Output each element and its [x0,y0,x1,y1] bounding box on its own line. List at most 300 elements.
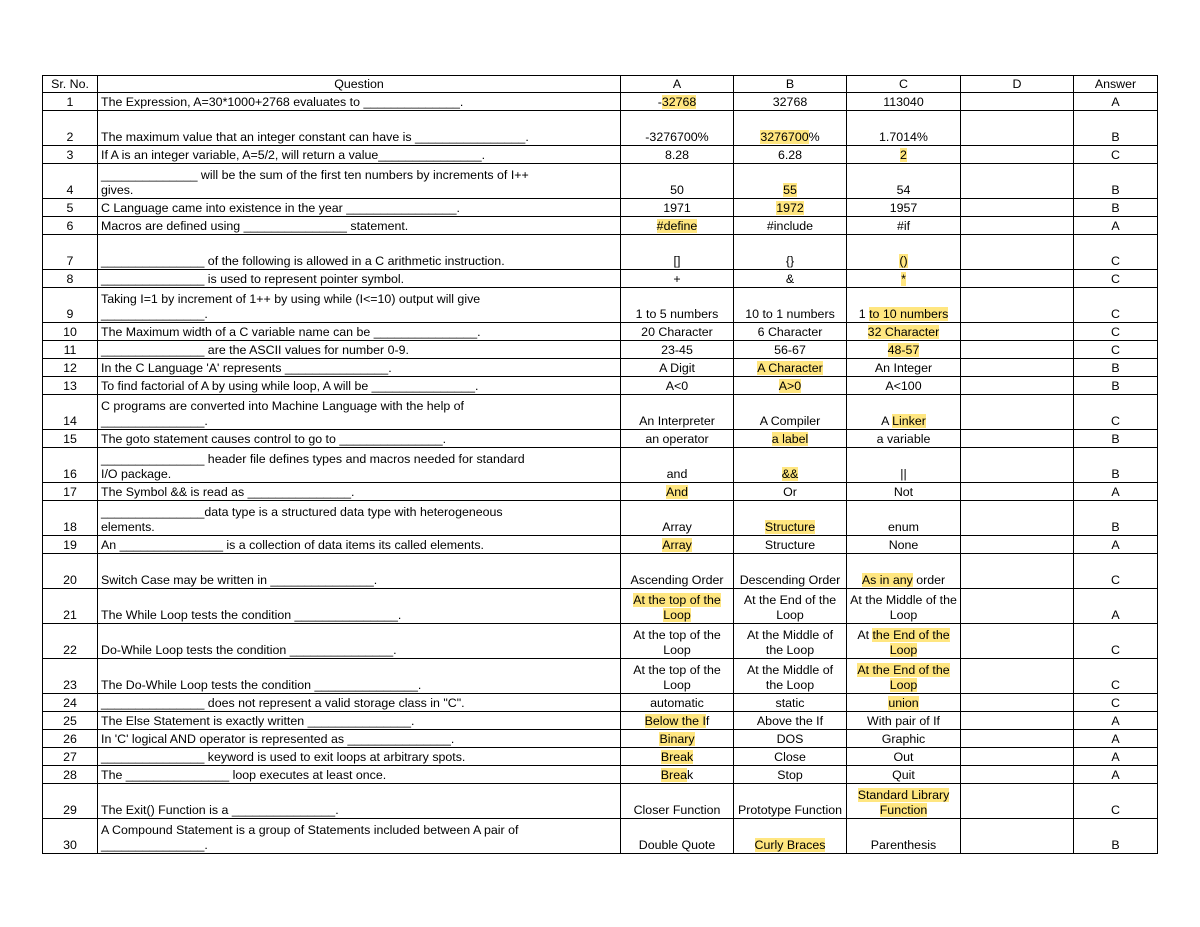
answer-cell: C [1074,624,1158,659]
sr-no-cell: 8 [43,270,98,288]
answer-cell: B [1074,199,1158,217]
option-text: Closer Function [633,803,721,817]
answer-cell: B [1074,448,1158,483]
option-text: 54 [896,183,911,197]
table-row [43,395,1158,430]
answer-cell: A [1074,712,1158,730]
option-text: [] [673,254,681,268]
option-c-cell [847,501,961,536]
option-d-cell [961,164,1074,199]
option-a-cell [621,589,734,624]
option-text: A Character [757,361,823,375]
sr-no-cell: 2 [43,111,98,146]
option-a-cell [621,784,734,819]
option-a-cell [621,288,734,323]
option-a-cell [621,359,734,377]
option-text: At the End of the Loop [743,593,837,622]
option-text: Descending Order [739,573,841,587]
option-text: 3276700 [760,130,809,144]
table-row [43,377,1158,395]
option-text: A<0 [665,379,689,393]
question-cell: A Compound Statement is a group of Statements included between A pair of _______________. [98,819,621,854]
option-text: 20 Character [641,325,713,339]
question-cell: C Language came into existence in the year ________________. [98,199,621,217]
option-text: 1 to 5 numbers [635,307,719,321]
option-text: 6.28 [777,148,803,162]
answer-cell: A [1074,483,1158,501]
question-cell: _______________ are the ASCII values for number 0-9. [98,341,621,359]
option-a-cell [621,659,734,694]
option-a-cell [621,536,734,554]
option-text: * [901,272,906,286]
option-c-cell [847,694,961,712]
answer-cell: B [1074,819,1158,854]
option-text-pre: At [857,628,873,642]
question-cell: The Maximum width of a C variable name can be _______________. [98,323,621,341]
option-text: 32768 [661,95,697,109]
option-b-cell [734,217,847,235]
option-a-cell [621,554,734,589]
sr-no-cell: 7 [43,235,98,270]
option-c-cell [847,164,961,199]
sr-no-cell: 28 [43,766,98,784]
sr-no-cell: 17 [43,483,98,501]
option-text: and [666,467,688,481]
sr-no-cell: 21 [43,589,98,624]
option-text: Array [662,538,692,552]
question-cell: C programs are converted into Machine Language with the help of _______________. [98,395,621,430]
option-c-cell [847,766,961,784]
answer-cell: B [1074,501,1158,536]
answer-cell: B [1074,430,1158,448]
option-c-cell [847,448,961,483]
table-row [43,270,1158,288]
question-cell: _______________data type is a structured data type with heterogeneous elements. [98,501,621,536]
option-text: automatic [650,696,704,710]
option-text: Linker [892,414,926,428]
option-d-cell [961,217,1074,235]
table-header [43,76,1158,93]
table-row [43,199,1158,217]
question-cell: If A is an integer variable, A=5/2, will return a value_______________. [98,146,621,164]
table-row [43,430,1158,448]
option-a-cell [621,235,734,270]
option-text: + [673,272,681,286]
answer-cell: A [1074,93,1158,111]
answer-cell: C [1074,554,1158,589]
answer-cell: C [1074,395,1158,430]
option-text: 55 [783,183,797,197]
option-d-cell [961,288,1074,323]
sr-no-cell: 27 [43,748,98,766]
sr-no-cell: 20 [43,554,98,589]
table-body [43,93,1158,854]
option-c-cell [847,659,961,694]
option-text-pre: 1 [858,307,870,321]
option-a-cell [621,624,734,659]
option-text: static [775,696,805,710]
question-cell: The Symbol && is read as _______________. [98,483,621,501]
option-text: With pair of If [867,714,940,728]
question-cell: In the C Language 'A' represents _______________. [98,359,621,377]
sr-no-cell: 22 [43,624,98,659]
option-text: #if [896,219,911,233]
option-b-cell [734,323,847,341]
answer-cell: B [1074,359,1158,377]
answer-cell: A [1074,536,1158,554]
option-text: 1957 [889,201,918,215]
option-b-cell [734,784,847,819]
table-row [43,93,1158,111]
sr-no-cell: 13 [43,377,98,395]
option-text: 32768 [772,95,808,109]
table-row [43,554,1158,589]
table-row [43,659,1158,694]
option-text: At the top of the Loop [633,663,721,692]
option-text-pre: A [881,414,893,428]
option-c-cell [847,93,961,111]
option-d-cell [961,377,1074,395]
sr-no-cell: 18 [43,501,98,536]
option-text: Prototype Function [737,803,842,817]
table-row [43,766,1158,784]
option-text-post: k [686,768,694,782]
question-cell: _______________ of the following is allowed in a C arithmetic instruction. [98,235,621,270]
option-text: At the top of the Loop [633,628,721,657]
option-b-cell [734,359,847,377]
option-c-cell [847,217,961,235]
question-cell: _______________ header file defines types and macros needed for standard I/O package. [98,448,621,483]
option-text: 32 Character [867,325,940,339]
option-text: union [888,696,919,710]
option-text: enum [888,520,919,534]
option-text: Stop [777,768,803,782]
option-text: None [888,538,919,552]
option-b-cell [734,199,847,217]
table-row [43,235,1158,270]
option-text: 1972 [776,201,804,215]
option-text: A Compiler [759,414,821,428]
option-text-post: order [912,573,946,587]
sr-no-cell: 26 [43,730,98,748]
option-c-cell [847,624,961,659]
option-text: Brea [660,768,687,782]
table-row [43,784,1158,819]
option-a-cell [621,164,734,199]
option-b-cell [734,624,847,659]
sr-no-cell: 14 [43,395,98,430]
option-a-cell [621,766,734,784]
option-b-cell [734,589,847,624]
answer-cell: C [1074,323,1158,341]
option-text: And [665,485,689,499]
option-text: Not [893,485,914,499]
question-cell: To find factorial of A by using while loop, A will be _______________. [98,377,621,395]
option-text: 48-57 [887,343,920,357]
option-d-cell [961,146,1074,164]
answer-cell: C [1074,146,1158,164]
option-b-cell [734,341,847,359]
answer-cell: A [1074,730,1158,748]
option-text: -3276700% [645,130,709,144]
option-text: 8.28 [664,148,690,162]
option-d-cell [961,430,1074,448]
option-text-post: % [808,130,820,144]
option-d-cell [961,93,1074,111]
table-row [43,217,1158,235]
option-text: Graphic [881,732,926,746]
table-row [43,624,1158,659]
sr-no-cell: 11 [43,341,98,359]
option-b-cell [734,819,847,854]
option-b-cell [734,93,847,111]
option-text: 2 [900,148,907,162]
option-d-cell [961,483,1074,501]
option-c-cell [847,589,961,624]
option-d-cell [961,730,1074,748]
option-text: At the End of the Loop [857,663,950,692]
sr-no-cell: 16 [43,448,98,483]
option-text: Double Quote [638,838,716,852]
option-text: A<100 [885,379,922,393]
option-a-cell [621,217,734,235]
option-text: Quit [892,768,915,782]
option-text: Ascending Order [630,573,724,587]
answer-cell: C [1074,288,1158,323]
option-b-cell [734,146,847,164]
question-cell: _______________ keyword is used to exit loops at arbitrary spots. [98,748,621,766]
option-d-cell [961,359,1074,377]
question-cell: The Expression, A=30*1000+2768 evaluates to ______________. [98,93,621,111]
option-d-cell [961,554,1074,589]
option-a-cell [621,146,734,164]
option-d-cell [961,323,1074,341]
option-a-cell [621,377,734,395]
option-text: 50 [670,183,684,197]
option-b-cell [734,659,847,694]
mcq-answer-table [42,75,1158,854]
option-c-cell [847,395,961,430]
option-text: Parenthesis [870,838,937,852]
table-row [43,146,1158,164]
option-text: Out [893,750,914,764]
option-b-cell [734,536,847,554]
option-text: At the top of the Loop [633,593,721,622]
option-a-cell [621,323,734,341]
option-d-cell [961,784,1074,819]
option-d-cell [961,819,1074,854]
answer-cell: A [1074,766,1158,784]
sr-no-cell: 24 [43,694,98,712]
sr-no-cell: 19 [43,536,98,554]
header-sr-no: Sr. No. [43,76,98,93]
sr-no-cell: 30 [43,819,98,854]
table-row [43,748,1158,766]
option-b-cell [734,554,847,589]
table-row [43,712,1158,730]
header-option-b: B [734,76,847,93]
sr-no-cell: 1 [43,93,98,111]
option-c-cell [847,748,961,766]
option-d-cell [961,270,1074,288]
answer-cell: C [1074,694,1158,712]
option-b-cell [734,164,847,199]
option-d-cell [961,395,1074,430]
table-row [43,359,1158,377]
option-text-pre: - [657,95,662,109]
option-text: 23-45 [661,343,693,357]
table-row [43,730,1158,748]
option-b-cell [734,430,847,448]
option-b-cell [734,235,847,270]
option-d-cell [961,712,1074,730]
option-a-cell [621,730,734,748]
question-cell: The _______________ loop executes at least once. [98,766,621,784]
option-d-cell [961,111,1074,146]
option-c-cell [847,111,961,146]
option-text: a label [771,432,809,446]
option-text-post: f [705,714,710,728]
option-d-cell [961,341,1074,359]
option-text: 113040 [883,95,924,109]
option-b-cell [734,111,847,146]
sr-no-cell: 5 [43,199,98,217]
option-text: an operator [645,432,709,446]
option-c-cell [847,288,961,323]
question-cell: The maximum value that an integer constant can have is ________________. [98,111,621,146]
table-row [43,694,1158,712]
answer-cell: C [1074,659,1158,694]
option-c-cell [847,323,961,341]
option-text: 1971 [663,201,691,215]
header-question: Question [98,76,621,93]
sr-no-cell: 3 [43,146,98,164]
option-c-cell [847,430,961,448]
option-c-cell [847,483,961,501]
table-row [43,448,1158,483]
table-row [43,111,1158,146]
header-answer: Answer [1074,76,1158,93]
sr-no-cell: 10 [43,323,98,341]
answer-cell: C [1074,270,1158,288]
option-b-cell [734,501,847,536]
option-d-cell [961,624,1074,659]
option-b-cell [734,748,847,766]
option-a-cell [621,483,734,501]
option-text: #include [766,219,814,233]
option-a-cell [621,270,734,288]
option-text: #define [656,219,698,233]
option-a-cell [621,199,734,217]
option-c-cell [847,270,961,288]
option-c-cell [847,146,961,164]
sr-no-cell: 15 [43,430,98,448]
question-cell: ______________ will be the sum of the first ten numbers by increments of I++ gives. [98,164,621,199]
option-c-cell [847,199,961,217]
option-b-cell [734,483,847,501]
option-a-cell [621,395,734,430]
option-text: the End of the Loop [872,628,950,657]
table-row [43,164,1158,199]
option-text: 1.7014% [879,130,928,144]
option-c-cell [847,784,961,819]
question-cell: The goto statement causes control to go to _______________. [98,430,621,448]
option-text: At the Middle of the Loop [746,628,834,657]
option-a-cell [621,501,734,536]
option-b-cell [734,712,847,730]
question-cell: The Exit() Function is a _______________. [98,784,621,819]
option-a-cell [621,111,734,146]
sr-no-cell: 29 [43,784,98,819]
table-row [43,536,1158,554]
option-text: Binary [659,732,695,746]
option-c-cell [847,377,961,395]
option-text: Close [774,750,806,764]
header-option-c: C [847,76,961,93]
option-b-cell [734,377,847,395]
answer-cell: B [1074,111,1158,146]
answer-cell: C [1074,341,1158,359]
sr-no-cell: 4 [43,164,98,199]
option-c-cell [847,730,961,748]
question-cell: _______________ is used to represent pointer symbol. [98,270,621,288]
option-text: At the Middle of the Loop [746,663,834,692]
option-text: () [899,254,908,268]
option-text: || [900,467,907,481]
option-d-cell [961,536,1074,554]
sr-no-cell: 12 [43,359,98,377]
answer-cell: A [1074,217,1158,235]
option-text: Or [783,485,797,499]
option-d-cell [961,448,1074,483]
option-b-cell [734,270,847,288]
option-text: to 10 numbers [869,307,949,321]
option-b-cell [734,766,847,784]
option-d-cell [961,659,1074,694]
question-cell: In 'C' logical AND operator is represented as _______________. [98,730,621,748]
option-text: 56-67 [774,343,806,357]
option-a-cell [621,448,734,483]
option-a-cell [621,341,734,359]
option-d-cell [961,235,1074,270]
option-text: DOS [776,732,804,746]
option-text: 6 Character [757,325,823,339]
option-text: Break [660,750,694,764]
sr-no-cell: 25 [43,712,98,730]
option-a-cell [621,712,734,730]
answer-cell: B [1074,164,1158,199]
option-text: An Integer [874,361,933,375]
answer-cell: A [1074,589,1158,624]
option-text: At the Middle of the Loop [850,593,957,622]
option-text: A>0 [778,379,802,393]
option-b-cell [734,730,847,748]
question-cell: The Else Statement is exactly written _______________. [98,712,621,730]
option-text: 10 to 1 numbers [745,307,835,321]
option-c-cell [847,536,961,554]
option-a-cell [621,748,734,766]
option-d-cell [961,589,1074,624]
table-row [43,501,1158,536]
option-text: Below the I [644,714,706,728]
question-cell: Do-While Loop tests the condition _______________. [98,624,621,659]
question-cell: _______________ does not represent a valid storage class in "C". [98,694,621,712]
question-cell: Taking I=1 by increment of 1++ by using while (I<=10) output will give _______________. [98,288,621,323]
answer-cell: B [1074,377,1158,395]
header-option-d: D [961,76,1074,93]
option-text: {} [785,254,795,268]
option-text: Structure [764,538,816,552]
